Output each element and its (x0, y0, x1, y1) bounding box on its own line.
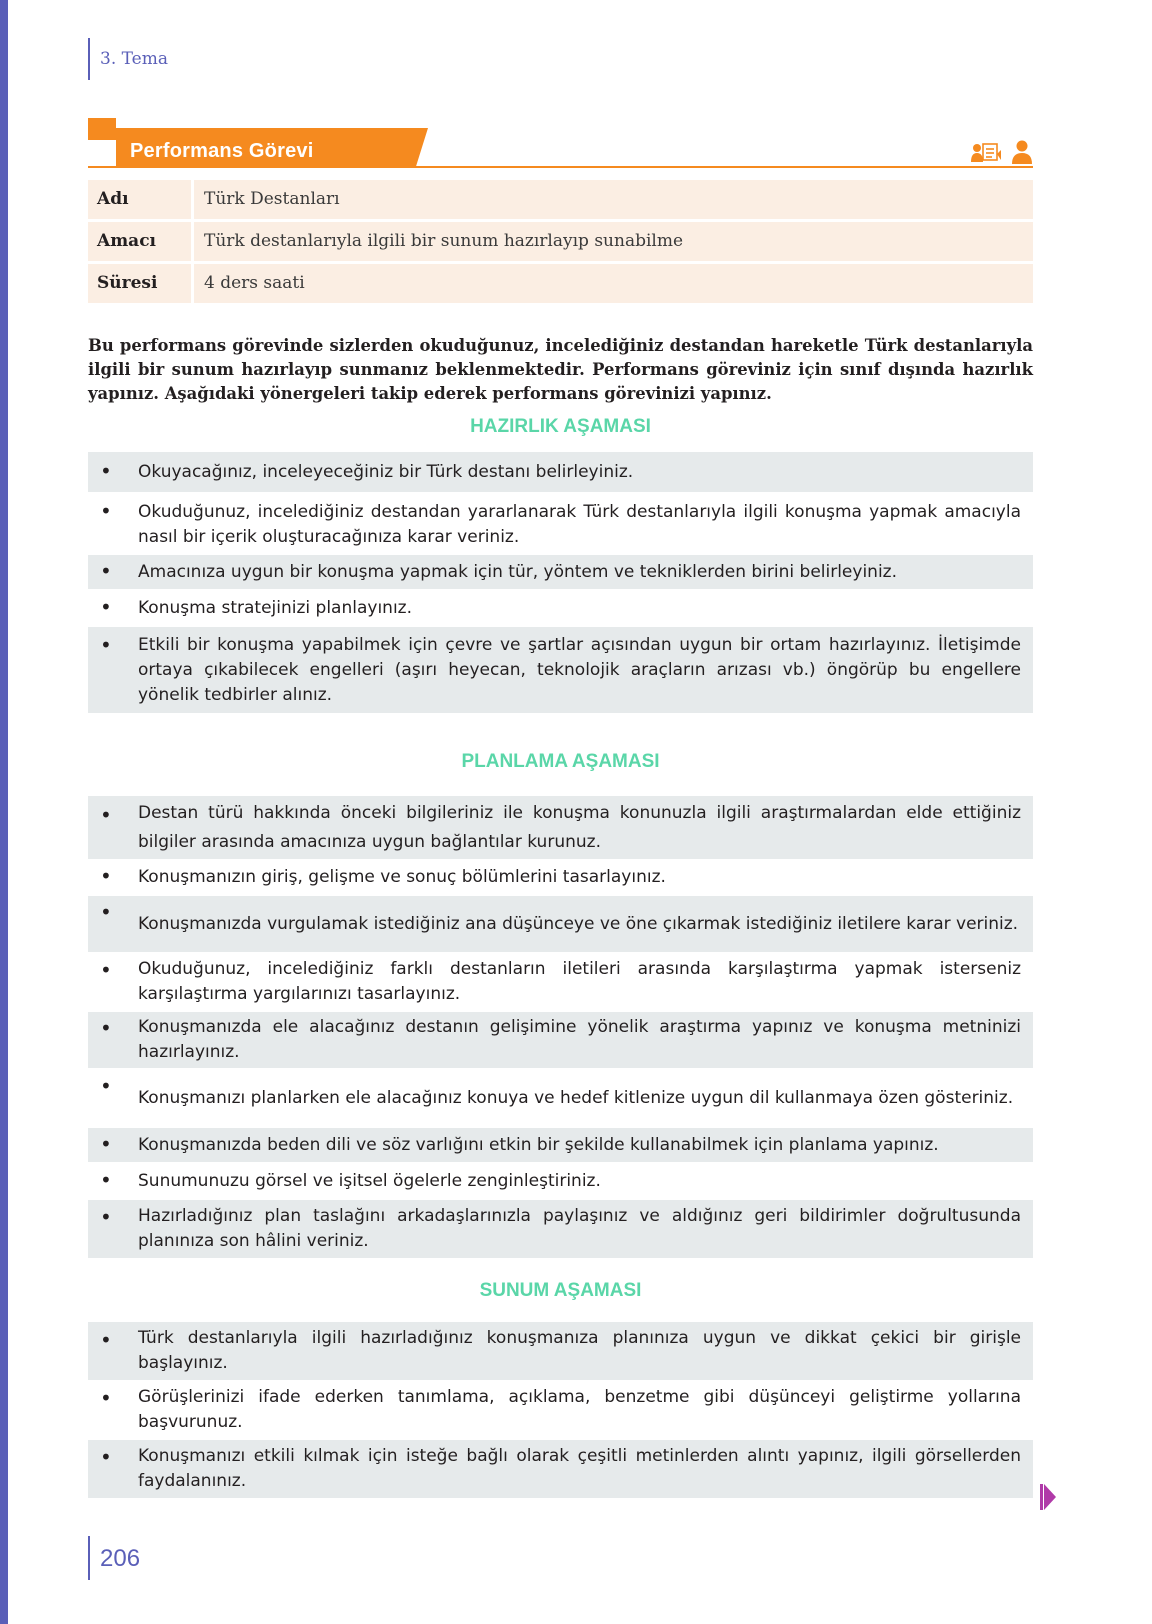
info-value: Türk destanlarıyla ilgili bir sunum hazırlayıp sunabilme (194, 222, 1033, 261)
list-item: • Konuşmanızın giriş, gelişme ve sonuç bölümlerini tasarlayınız. (100, 864, 666, 888)
bullet: • (100, 1205, 112, 1229)
bullet: • (100, 1168, 112, 1192)
bullet: • (100, 559, 112, 583)
info-value: Türk Destanları (194, 180, 1033, 219)
intro-paragraph: Bu performans görevinde sizlerden okuduğunuz, incelediğiniz destandan hareketle Türk destanlarıyla ilgili bir sunum hazırlayıp sunmanız beklenmektedir. Performans göreviniz için sınıf dışında hazırlık yapınız. Aşağıdaki yönergeleri takip ederek performans görevinizi yapınız. (88, 336, 1033, 403)
info-key: Süresi (88, 264, 191, 303)
banner-title: Performans Görevi (130, 140, 314, 162)
banner-icons (971, 140, 1033, 164)
section-title-hazirlik: HAZIRLIK AŞAMASI (470, 416, 651, 437)
bullet: • (100, 1074, 112, 1098)
list-item: • Konuşmanızda vurgulamak istediğiniz ana düşünceye ve öne çıkarmak istediğiniz iletilere karar veriniz. (88, 896, 1033, 952)
list-item: • Sunumunuzu görsel ve işitsel ögelerle zenginleştiriniz. (100, 1168, 601, 1192)
footer-rule (88, 1536, 90, 1580)
list-item: • Konuşmanızı etkili kılmak için isteğe bağlı olarak çeşitli metinlerden alıntı yapınız, ilgili görsellerden faydalanınız. (88, 1440, 1033, 1498)
performance-task-banner (88, 118, 1033, 168)
bullet: • (100, 1328, 112, 1352)
list-item: • Konuşmanızda ele alacağınız destanın gelişimine yönelik araştırma yapınız ve konuşma metninizi hazırlayınız. (88, 1012, 1033, 1068)
group-work-icon (971, 142, 1001, 164)
bullet: • (100, 633, 112, 657)
list-item: • Türk destanlarıyla ilgili hazırladığınız konuşmanıza planınıza uygun ve dikkat çekici bir girişle başlayınız. (88, 1322, 1033, 1380)
list-item: • Okuduğunuz, incelediğiniz destandan yararlanarak Türk destanlarıyla ilgili konuşma yapmak amacıyla nasıl bir içerik oluşturacağınıza karar veriniz. (100, 499, 1021, 547)
bullet: • (100, 900, 112, 924)
bullet: • (100, 803, 112, 827)
page-edge-stripe (0, 0, 8, 1624)
page-number: 206 (100, 1545, 141, 1572)
banner-corner-accent (88, 118, 116, 140)
section-title-sunum: SUNUM AŞAMASI (479, 1280, 642, 1301)
list-hazirlik (88, 452, 1033, 713)
individual-icon (1011, 140, 1033, 164)
bullet: • (100, 595, 112, 619)
list-item: • Etkili bir konuşma yapabilmek için çevre ve şartlar açısından uygun bir ortam hazırlayınız. İletişimde ortaya çıkabilecek engelleri (aşırı heyecan, teknolojik araçların arızası vb.) öngörüp bu engellere yönelik tedbirler alınız. (88, 627, 1033, 713)
list-item: • Hazırladığınız plan taslağını arkadaşlarınızla paylaşınız ve aldığınız geri bildirimler doğrultusunda planınıza son hâlini veriniz. (88, 1200, 1033, 1258)
info-row-purpose (88, 222, 1033, 261)
bullet: • (100, 1445, 112, 1469)
info-key: Amacı (88, 222, 191, 261)
bullet: • (100, 1016, 112, 1040)
bullet: • (100, 1386, 112, 1410)
chapter-header: 3. Tema (100, 49, 168, 69)
bullet: • (100, 958, 112, 982)
bullet: • (100, 864, 112, 888)
info-row-duration (88, 264, 1033, 303)
section-title-planlama: PLANLAMA AŞAMASI (461, 751, 660, 772)
list-planlama (88, 796, 1033, 1258)
bullet: • (100, 459, 112, 483)
next-page-arrow-icon[interactable] (1040, 1482, 1056, 1512)
task-info-table (88, 180, 1033, 306)
list-item: • Okuyacağınız, inceleyeceğiniz bir Türk destanı belirleyiniz. (88, 452, 1033, 492)
info-row-name (88, 180, 1033, 219)
header-rule (88, 38, 90, 80)
list-item: • Destan türü hakkında önceki bilgileriniz ile konuşma konunuzla ilgili araştırmalardan elde ettiğiniz bilgiler arasında amacınıza uygun bağlantılar kurunuz. (88, 796, 1033, 859)
list-item: • Görüşlerinizi ifade ederken tanımlama, açıklama, benzetme gibi düşünceyi geliştirme yollarına başvurunuz. (100, 1386, 1021, 1432)
list-item: • Konuşma stratejinizi planlayınız. (100, 595, 412, 619)
list-item: • Amacınıza uygun bir konuşma yapmak için tür, yöntem ve tekniklerden birini belirleyiniz. (88, 555, 1033, 589)
banner-rule (88, 166, 1033, 168)
list-item: • Okuduğunuz, incelediğiniz farklı destanların iletileri arasında karşılaştırma yapmak isterseniz karşılaştırma yargılarınızı tasarlayınız. (100, 958, 1021, 1004)
list-item: • Konuşmanızı planlarken ele alacağınız konuya ve hedef kitlenize uygun dil kullanmaya özen gösteriniz. (100, 1074, 1014, 1108)
bullet: • (100, 1132, 112, 1156)
list-item: • Konuşmanızda beden dili ve söz varlığını etkin bir şekilde kullanabilmek için planlama yapınız. (88, 1128, 1033, 1162)
info-value: 4 ders saati (194, 264, 1033, 303)
list-sunum (88, 1322, 1033, 1498)
bullet: • (100, 499, 112, 523)
info-key: Adı (88, 180, 191, 219)
